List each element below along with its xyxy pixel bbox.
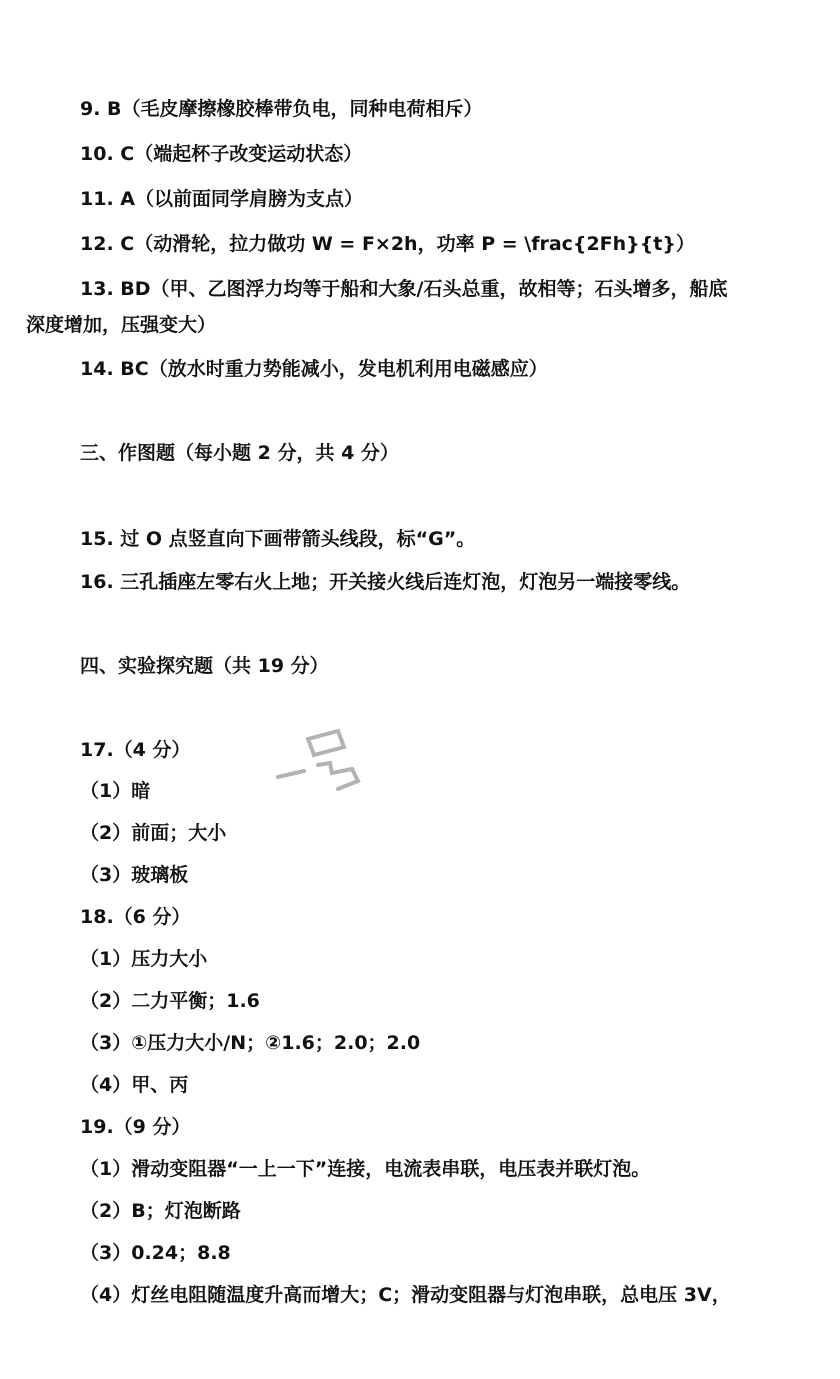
q18-head: 18.（6 分）	[80, 906, 191, 928]
q19-item-2: （2）B；灯泡断路	[80, 1200, 241, 1222]
answer-15: 15. 过 O 点竖直向下画带箭头线段，标“G”。	[80, 528, 476, 550]
faint-stamp-mark-icon	[268, 725, 378, 805]
answer-13-continued: 深度增加，压强变大）	[26, 314, 217, 336]
q19-item-4: （4）灯丝电阻随温度升高而增大；C；滑动变阻器与灯泡串联，总电压 3V，	[80, 1284, 731, 1306]
q18-item-3: （3）①压力大小/N；②1.6；2.0；2.0	[80, 1032, 421, 1054]
q18-item-2: （2）二力平衡；1.6	[80, 990, 260, 1012]
q19-head: 19.（9 分）	[80, 1116, 191, 1138]
q18-item-1: （1）压力大小	[80, 948, 208, 970]
section-3-title: 三、作图题（每小题 2 分，共 4 分）	[80, 442, 399, 464]
q17-item-2: （2）前面；大小	[80, 822, 227, 844]
q18-item-4: （4）甲、丙	[80, 1074, 189, 1096]
q17-head: 17.（4 分）	[80, 739, 191, 761]
q19-item-1: （1）滑动变阻器“一上一下”连接，电流表串联，电压表并联灯泡。	[80, 1158, 651, 1180]
q19-item-3: （3）0.24；8.8	[80, 1242, 231, 1264]
answer-12: 12. C（动滑轮，拉力做功 W = F×2h，功率 P = \frac{2Fh}{t}）	[80, 233, 695, 255]
answer-16: 16. 三孔插座左零右火上地；开关接火线后连灯泡，灯泡另一端接零线。	[80, 571, 691, 593]
answer-9: 9. B（毛皮摩擦橡胶棒带负电，同种电荷相斥）	[80, 98, 483, 120]
section-4-title: 四、实验探究题（共 19 分）	[80, 655, 329, 677]
answer-10: 10. C（端起杯子改变运动状态）	[80, 143, 363, 165]
answer-14: 14. BC（放水时重力势能减小，发电机利用电磁感应）	[80, 358, 548, 380]
q17-item-3: （3）玻璃板	[80, 864, 189, 886]
answer-13: 13. BD（甲、乙图浮力均等于船和大象/石头总重，故相等；石头增多，船底	[80, 278, 728, 300]
q17-item-1: （1）暗	[80, 780, 151, 802]
answer-11: 11. A（以前面同学肩膀为支点）	[80, 188, 363, 210]
